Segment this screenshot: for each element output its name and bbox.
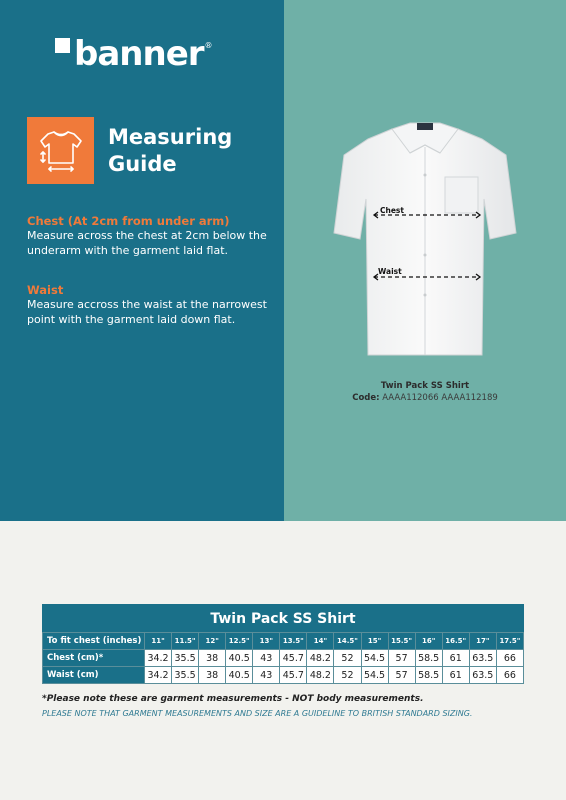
size-cell: 16" (415, 633, 442, 650)
waist-cell: 48.2 (307, 667, 334, 684)
garment-note: *Please note these are garment measurements - NOT body measurements. (42, 694, 424, 704)
chest-heading: Chest (At 2cm from under arm) (27, 214, 230, 228)
chest-cell: 43 (253, 650, 280, 667)
chest-cell: 48.2 (307, 650, 334, 667)
size-cell: 13.5" (280, 633, 307, 650)
chest-cell: 38 (199, 650, 226, 667)
left-panel (0, 0, 284, 521)
size-cell: 12" (199, 633, 226, 650)
waist-cell: 58.5 (415, 667, 442, 684)
waist-cell: 35.5 (172, 667, 199, 684)
waist-body: Measure accross the waist at the narrowest point with the garment laid down flat. (27, 298, 267, 326)
brand-name: banner (74, 34, 204, 74)
waist-cell: 54.5 (361, 667, 388, 684)
brand-logo (55, 35, 213, 73)
size-cell: 17" (469, 633, 496, 650)
brand-registered-mark: ® (204, 41, 213, 50)
waist-cell: 38 (199, 667, 226, 684)
sizing-guideline-note: PLEASE NOTE THAT GARMENT MEASUREMENTS AND SIZE ARE A GUIDELINE TO BRITISH STANDARD SIZING. (42, 709, 473, 718)
size-cell: 14.5" (334, 633, 361, 650)
product-code-label: Code: (352, 393, 380, 403)
size-cell: 11" (145, 633, 172, 650)
waist-cell: 45.7 (280, 667, 307, 684)
waist-cell: 63.5 (469, 667, 496, 684)
size-cell: 14" (307, 633, 334, 650)
title-line-1: Measuring (108, 125, 233, 149)
chest-body: Measure across the chest at 2cm below the underarm with the garment laid flat. (27, 229, 267, 257)
waist-row (43, 667, 524, 684)
title-line-2: Guide (108, 152, 177, 176)
size-cell: 15.5" (388, 633, 415, 650)
waist-cell: 40.5 (226, 667, 253, 684)
size-cell: 15" (361, 633, 388, 650)
chest-instructions (27, 214, 267, 258)
size-cell: 11.5" (172, 633, 199, 650)
waist-cell: 66 (496, 667, 523, 684)
size-table-title: Twin Pack SS Shirt (42, 604, 524, 632)
size-cell: 16.5" (442, 633, 469, 650)
waist-shirt-label: Waist (378, 267, 402, 276)
waist-cell: 34.2 (145, 667, 172, 684)
tshirt-measure-icon (27, 117, 94, 184)
waist-cell: 57 (388, 667, 415, 684)
waist-row-label: Waist (cm) (43, 667, 145, 684)
chest-row-label: Chest (cm)* (43, 650, 145, 667)
chest-cell: 35.5 (172, 650, 199, 667)
chest-cell: 54.5 (361, 650, 388, 667)
waist-heading: Waist (27, 283, 64, 297)
chest-cell: 58.5 (415, 650, 442, 667)
chest-cell: 40.5 (226, 650, 253, 667)
chest-cell: 52 (334, 650, 361, 667)
chest-cell: 61 (442, 650, 469, 667)
chest-cell: 66 (496, 650, 523, 667)
page-title (108, 124, 232, 178)
size-cell: 12.5" (226, 633, 253, 650)
logo-square-icon (55, 38, 70, 53)
waist-cell: 43 (253, 667, 280, 684)
chest-row (43, 650, 524, 667)
size-cell: 17.5" (496, 633, 523, 650)
product-name: Twin Pack SS Shirt (380, 381, 470, 391)
size-table (42, 604, 524, 684)
product-caption (284, 380, 566, 404)
product-code-value: AAAA112066 AAAA112189 (382, 393, 498, 403)
waist-cell: 61 (442, 667, 469, 684)
chest-cell: 34.2 (145, 650, 172, 667)
chest-shirt-label: Chest (380, 206, 404, 215)
chest-cell: 63.5 (469, 650, 496, 667)
shirt-illustration (330, 115, 520, 365)
size-row (43, 633, 524, 650)
waist-instructions (27, 283, 267, 327)
chest-cell: 45.7 (280, 650, 307, 667)
size-cell: 13" (253, 633, 280, 650)
size-table-grid (42, 632, 524, 684)
chest-cell: 57 (388, 650, 415, 667)
size-row-label: To fit chest (inches) (43, 633, 145, 650)
waist-cell: 52 (334, 667, 361, 684)
